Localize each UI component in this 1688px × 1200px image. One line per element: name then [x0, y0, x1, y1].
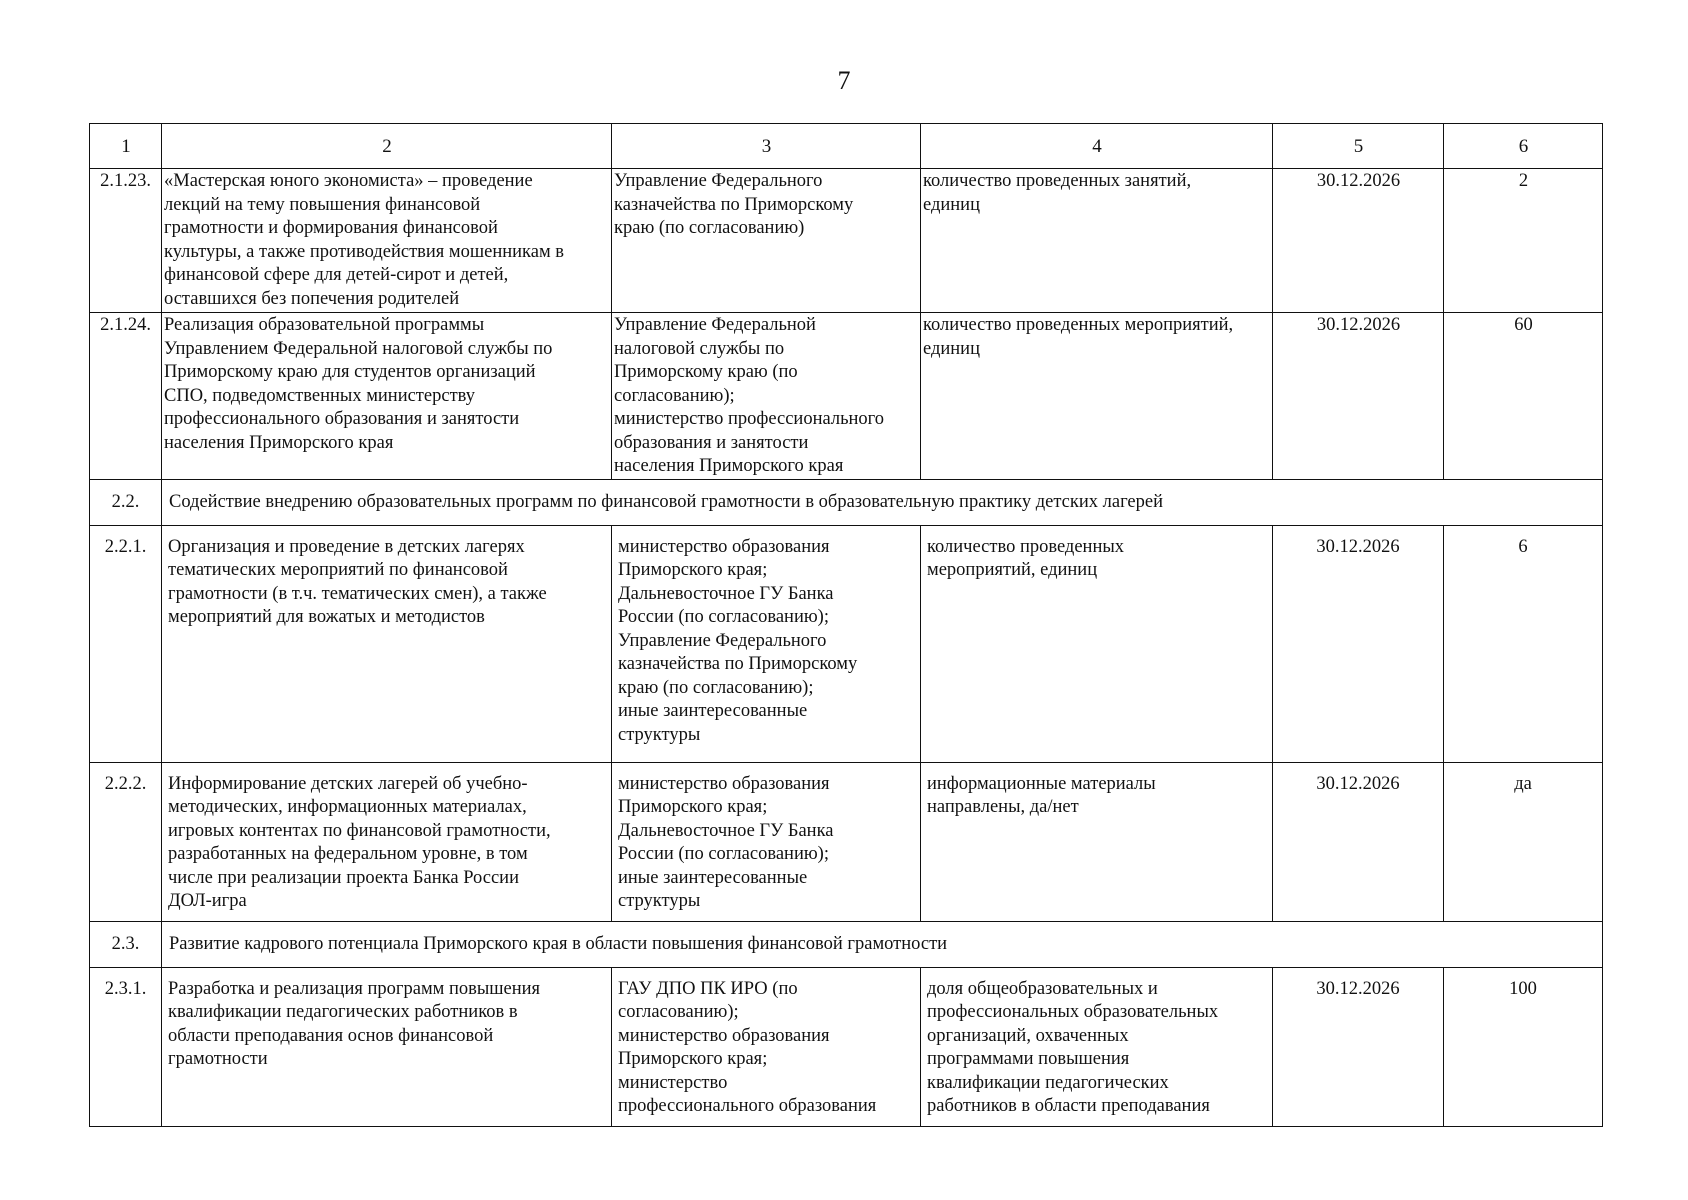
text-line: России (по согласованию); [618, 844, 829, 864]
value-cell: 100 [1444, 967, 1603, 1126]
text-line: тематических мероприятий по финансовой [168, 560, 508, 580]
text-line: краю (по согласованию); [618, 677, 814, 698]
text-line: иные заинтересованные [618, 867, 808, 888]
text-line: области преподавания основ финансовой [168, 1025, 494, 1046]
text-line: Приморского края; [618, 1049, 768, 1069]
responsible-cell [612, 762, 921, 921]
text-line: министерство профессионального [614, 409, 885, 429]
table-header-row [90, 124, 1603, 169]
responsible-cell [612, 525, 921, 762]
indicator-cell [921, 525, 1273, 762]
page-number: 7 [837, 66, 851, 95]
text-line: Реализация образовательной программы [164, 315, 485, 335]
text-line: организаций, охваченных [927, 1025, 1129, 1046]
text-line: программами повышения [927, 1049, 1130, 1069]
item-number: 2.1.23. [90, 169, 162, 313]
text-line: министерство [618, 1072, 728, 1093]
item-number: 2.1.24. [90, 313, 162, 480]
table-row [90, 525, 1603, 762]
text-line: СПО, подведомственных министерству [164, 385, 476, 406]
text-line: количество проведенных мероприятий, [923, 315, 1234, 335]
text-line: Дальневосточное ГУ Банка [618, 583, 834, 604]
activity-cell [162, 525, 612, 762]
text-line: квалификации педагогических работников в [168, 1002, 518, 1022]
text-line: структуры [618, 724, 701, 745]
text-line: Приморского края; [618, 560, 768, 580]
text-line: разработанных на федеральном уровне, в том [168, 844, 528, 864]
activity-cell [162, 313, 612, 480]
value-cell: 6 [1444, 525, 1603, 762]
text-line: оставшихся без попечения родителей [164, 288, 460, 309]
text-line: ГАУ ДПО ПК ИРО (по [618, 978, 798, 999]
text-line: направлены, да/нет [927, 797, 1079, 817]
text-line: мероприятий для вожатых и методистов [168, 607, 485, 627]
text-line: ДОЛ-игра [168, 891, 247, 911]
text-line: профессионального образования [618, 1096, 877, 1116]
table-row [90, 313, 1603, 480]
text-line: культуры, а также противодействия мошенникам в [164, 241, 565, 262]
section-number: 2.2. [90, 479, 162, 525]
text-line: Управление Федеральной [614, 315, 816, 335]
text-line: игровых контентах по финансовой грамотности, [168, 820, 551, 841]
text-line: структуры [618, 891, 701, 911]
text-line: Разработка и реализация программ повышения [168, 978, 541, 999]
text-line: профессионального образования и занятости [164, 409, 520, 429]
indicator-cell [921, 762, 1273, 921]
text-line: грамотности и формирования финансовой [164, 218, 498, 238]
section-title: Содействие внедрению образовательных программ по финансовой грамотности в образовательную практику детских лагерей [162, 479, 1603, 525]
activity-cell [162, 169, 612, 313]
item-number: 2.3.1. [90, 967, 162, 1126]
indicator-cell [921, 169, 1273, 313]
text-line: лекций на тему повышения финансовой [164, 194, 481, 215]
text-line: России (по согласованию); [618, 607, 829, 627]
header-cell: 3 [612, 124, 921, 169]
responsible-cell [612, 967, 921, 1126]
text-line: налоговой службы по [614, 338, 785, 359]
text-line: Приморскому краю (по [614, 362, 798, 382]
text-line: краю (по согласованию) [614, 218, 805, 238]
section-number: 2.3. [90, 921, 162, 967]
header-cell: 1 [90, 124, 162, 169]
text-line: Информирование детских лагерей об учебно- [168, 773, 528, 794]
activity-cell [162, 967, 612, 1126]
text-line: Управление Федерального [618, 630, 827, 651]
text-line: министерство образования [618, 1025, 830, 1046]
text-line: информационные материалы [927, 773, 1156, 794]
header-cell: 6 [1444, 124, 1603, 169]
text-line: населения Приморского края [164, 432, 394, 453]
text-line: казначейства по Приморскому [618, 654, 858, 674]
text-line: образования и занятости [614, 432, 809, 453]
text-line: грамотности (в т.ч. тематических смен), а также [168, 583, 547, 604]
text-line: доля общеобразовательных и [927, 978, 1158, 999]
activity-cell [162, 762, 612, 921]
header-cell: 5 [1273, 124, 1444, 169]
text-line: иные заинтересованные [618, 701, 808, 721]
text-line: министерство образования [618, 773, 830, 794]
text-line: Дальневосточное ГУ Банка [618, 820, 834, 841]
header-cell: 4 [921, 124, 1273, 169]
header-cell: 2 [162, 124, 612, 169]
text-line: методических, информационных материалах, [168, 797, 527, 817]
value-cell: 2 [1444, 169, 1603, 313]
text-line: мероприятий, единиц [927, 560, 1098, 580]
item-number: 2.2.2. [90, 762, 162, 921]
text-line: количество проведенных [927, 536, 1125, 557]
text-line: единиц [923, 338, 980, 359]
section-row [90, 921, 1603, 967]
deadline-cell: 30.12.2026 [1273, 967, 1444, 1126]
table-row [90, 762, 1603, 921]
text-line: согласованию); [618, 1002, 739, 1022]
text-line: согласованию); [614, 385, 735, 406]
text-line: населения Приморского края [614, 456, 844, 476]
text-line: Приморскому краю для студентов организаций [164, 362, 536, 382]
deadline-cell: 30.12.2026 [1273, 762, 1444, 921]
plan-table [89, 123, 1603, 1127]
table-row [90, 967, 1603, 1126]
text-line: «Мастерская юного экономиста» – проведение [164, 171, 533, 191]
text-line: Управлением Федеральной налоговой службы по [164, 338, 553, 359]
item-number: 2.2.1. [90, 525, 162, 762]
text-line: числе при реализации проекта Банка России [168, 867, 519, 888]
text-line: квалификации педагогических [927, 1072, 1169, 1093]
indicator-cell [921, 313, 1273, 480]
section-row [90, 479, 1603, 525]
text-line: казначейства по Приморскому [614, 194, 854, 215]
section-title: Развитие кадрового потенциала Приморского края в области повышения финансовой грамотности [162, 921, 1603, 967]
text-line: профессиональных образовательных [927, 1002, 1219, 1022]
text-line: Приморского края; [618, 797, 768, 817]
value-cell: 60 [1444, 313, 1603, 480]
text-line: Управление Федерального [614, 171, 823, 191]
responsible-cell [612, 169, 921, 313]
value-cell: да [1444, 762, 1603, 921]
deadline-cell: 30.12.2026 [1273, 169, 1444, 313]
text-line: единиц [923, 194, 980, 215]
text-line: грамотности [168, 1049, 268, 1069]
text-line: Организация и проведение в детских лагерях [168, 536, 525, 557]
table-row [90, 169, 1603, 313]
text-line: работников в области преподавания [927, 1096, 1210, 1116]
responsible-cell [612, 313, 921, 480]
deadline-cell: 30.12.2026 [1273, 313, 1444, 480]
text-line: министерство образования [618, 536, 830, 557]
indicator-cell [921, 967, 1273, 1126]
text-line: финансовой сфере для детей-сирот и детей, [164, 265, 509, 285]
text-line: количество проведенных занятий, [923, 171, 1192, 191]
deadline-cell: 30.12.2026 [1273, 525, 1444, 762]
